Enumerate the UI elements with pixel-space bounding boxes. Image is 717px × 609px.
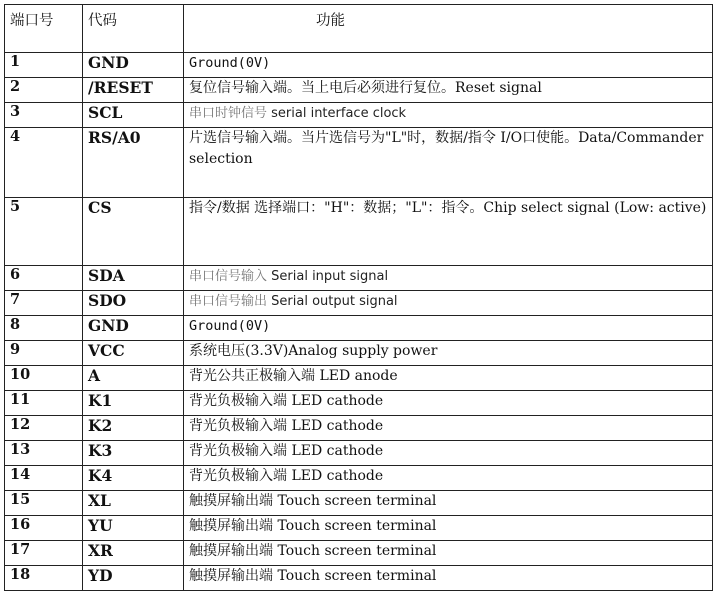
- pin-number: 11: [5, 391, 83, 416]
- pin-number: 7: [5, 291, 83, 316]
- pin-code: YD: [83, 566, 184, 591]
- pin-number: 1: [5, 53, 83, 78]
- pin-function: [184, 291, 713, 316]
- pin-function: 触摸屏输出端 Touch screen terminal: [184, 566, 713, 591]
- table-row: [5, 491, 713, 516]
- pin-function: 指令/数据 选择端口："H"：数据；"L"：指令。Chip select signal (Low: active): [184, 198, 713, 266]
- pin-number: 2: [5, 78, 83, 103]
- pin-number: 14: [5, 466, 83, 491]
- pin-number: 17: [5, 541, 83, 566]
- pin-function: 背光负极输入端 LED cathode: [184, 391, 713, 416]
- table-row: [5, 291, 713, 316]
- pin-code: /RESET: [83, 78, 184, 103]
- pin-function: [184, 266, 713, 291]
- pin-number: 3: [5, 103, 83, 128]
- table-row: [5, 266, 713, 291]
- table-row: [5, 441, 713, 466]
- table-row: [5, 128, 713, 198]
- pin-code: SDO: [83, 291, 184, 316]
- table-row: [5, 198, 713, 266]
- pin-number: 18: [5, 566, 83, 591]
- pin-number: 10: [5, 366, 83, 391]
- pin-number: 5: [5, 198, 83, 266]
- pin-function-en: Serial output signal: [267, 294, 398, 309]
- pin-code: SCL: [83, 103, 184, 128]
- pin-code: K2: [83, 416, 184, 441]
- pin-function-cn: 串口信号输出: [189, 294, 268, 309]
- pin-code: XR: [83, 541, 184, 566]
- table-row: [5, 103, 713, 128]
- pin-function: 片选信号输入端。当片选信号为"L"时，数据/指令 I/O口使能。Data/Commander selection: [184, 128, 713, 198]
- pin-number: 16: [5, 516, 83, 541]
- pin-definition-table: [4, 4, 713, 591]
- pin-function: 背光负极输入端 LED cathode: [184, 416, 713, 441]
- pin-function: 背光负极输入端 LED cathode: [184, 466, 713, 491]
- pin-function-cn: 串口信号输入: [189, 269, 268, 284]
- header-function: 功能: [184, 5, 713, 53]
- table-row: [5, 366, 713, 391]
- header-pin: 端口号: [5, 5, 83, 53]
- pin-number: 13: [5, 441, 83, 466]
- pin-code: YU: [83, 516, 184, 541]
- pin-function: 触摸屏输出端 Touch screen terminal: [184, 491, 713, 516]
- table-row: [5, 391, 713, 416]
- table-row: [5, 516, 713, 541]
- pin-function: 触摸屏输出端 Touch screen terminal: [184, 541, 713, 566]
- pin-function: 背光公共正极输入端 LED anode: [184, 366, 713, 391]
- pin-code: XL: [83, 491, 184, 516]
- table-row: [5, 566, 713, 591]
- pin-code: CS: [83, 198, 184, 266]
- pin-function: 系统电压(3.3V)Analog supply power: [184, 341, 713, 366]
- pin-function-en: Serial input signal: [267, 269, 389, 284]
- table-row: [5, 341, 713, 366]
- pin-code: GND: [83, 53, 184, 78]
- pin-code: A: [83, 366, 184, 391]
- pin-code: SDA: [83, 266, 184, 291]
- pin-function-cn: 串口时钟信号: [189, 106, 268, 121]
- pin-code: K3: [83, 441, 184, 466]
- pin-function-en: serial interface clock: [267, 106, 407, 121]
- pin-number: 4: [5, 128, 83, 198]
- pin-code: VCC: [83, 341, 184, 366]
- pin-code: RS/A0: [83, 128, 184, 198]
- pin-number: 8: [5, 316, 83, 341]
- pin-code: K4: [83, 466, 184, 491]
- pin-function: Ground(0V): [184, 53, 713, 78]
- table-row: [5, 541, 713, 566]
- table-row: [5, 416, 713, 441]
- pin-function: [184, 103, 713, 128]
- pin-function: 触摸屏输出端 Touch screen terminal: [184, 516, 713, 541]
- pin-number: 12: [5, 416, 83, 441]
- table-header-row: [5, 5, 713, 53]
- table-row: [5, 53, 713, 78]
- pin-code: K1: [83, 391, 184, 416]
- table-row: [5, 316, 713, 341]
- table-row: [5, 466, 713, 491]
- pin-function: Ground(0V): [184, 316, 713, 341]
- table-row: [5, 78, 713, 103]
- pin-number: 9: [5, 341, 83, 366]
- pin-function: 背光负极输入端 LED cathode: [184, 441, 713, 466]
- header-code: 代码: [83, 5, 184, 53]
- pin-number: 15: [5, 491, 83, 516]
- pin-function: 复位信号输入端。当上电后必须进行复位。Reset signal: [184, 78, 713, 103]
- pin-code: GND: [83, 316, 184, 341]
- pin-number: 6: [5, 266, 83, 291]
